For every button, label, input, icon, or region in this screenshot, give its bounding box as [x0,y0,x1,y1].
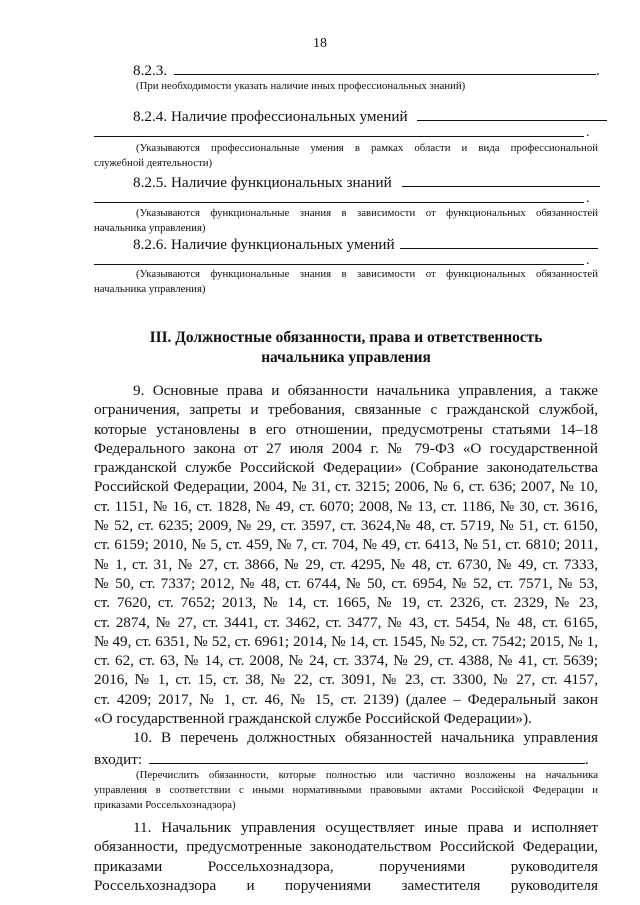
item-8-2-4-blank-line [94,136,584,137]
paragraph-11 [94,818,598,895]
section-title-line2: начальника управления [261,349,431,366]
paragraph-9-line: 9. Основные права и обязанности начальника управления, а также [133,382,598,399]
paragraph-9-line: «О государственной гражданской службе Российской Федерации»). [94,710,532,728]
paragraph-10-hint-line2: управления в соответствии с иными нормативными правовыми актами Российской Федерации и [94,784,598,796]
item-8-2-6 [94,234,598,254]
paragraph-9 [94,381,598,728]
document-page: 18 8.2.3. . (При необходимости указать наличие иных профессиональных знаний) 8.2.4. Наличие профессиональных умений . (Указываются профессиональные умения в рамках области и вида профессиональной служебной деятельности) 8.2.5. Наличие функциональных знаний . (Указываются функциональные знания в зависимости от функциональных обязанностей начальника управления) 8.2.6. Наличие функциональных умений . (Указываются функциональные знания в зависимости от функциональных обязанностей начальника управления) III. Должностные обязанности, права и ответственность начальника управления 9. Основные права и обязанности начальника управления, а также ограничения, запреты и требования, связанные с гражданской службой, которые установлены в его отношении, предусмотрены статьями 14–18 Федерального закона от 27 июля 2004 г. № 79-ФЗ «О государственной гражданской службе Российской Федерации» (Собрание законодательства Российской Федерации, 2004, № 31, ст. 3215; 2006, № 6, ст. 636; 2007, № 10, ст. 1151, № 16, ст. 1828, № 49, ст. 6070; 2008, № 13, ст. 1186, № 30, ст. 3616, № 52, ст. 6235; 2009, № 29, ст. 3597, ст. 3624,№ 48, ст. 5719, № 51, ст. 6150, ст. 6159; 2010, № 5, ст. 459, № 7, ст. 704, № 49, ст. 6413, № 51, ст. 6810; 2011, № 1, ст. 31, № 27, ст. 3866, № 29, ст. 4295, № 48, ст. 6730, № 49, ст. 7333, № 50, ст. 7337; 2012, № 48, ст. 6744, № 50, ст. 6954, № 52, ст. 7571, № 53, ст. 7620, ст. 7652; 2013, № 14, ст. 1665, № 19, ст. 2326, ст. 2329, № 23, ст. 2874, № 27, ст. 3441, ст. 3462, ст. 3477, № 43, ст. 5454, № 48, ст. 6165, № 49, ст. 6351, № 52, ст. 6961; 2014, № 14, ст. 1545, № 52, ст. 7542; 2015, № 1, ст. 62, ст. 63, № 14, ст. 2008, № 24, ст. 3374, № 29, ст. 4388, № 41, ст. 5639; 2016, № 1, ст. 15, ст. 38, № 22, ст. 3091, № 23, ст. 3300, № 27, ст. 4157, ст. 4209; 2017, № 1, ст. 46, № 15, ст. 2139) (далее – Федеральный закон «О государственной гражданской службе Российской Федерации»). 10. В перечень должностных обязанностей начальника управления входит: . (Перечислить обязанности, которые полностью или частично возложены на начальника управления в соответствии с иными нормативными правовыми актами Российской Федерации и приказами Россельхознадзора) 11. Начальник управления осуществляет иные права и исполняет обязанности, предусмотренные законодательством Российской Федерации, приказами Россельхознадзора, поручениями руководителя Россельхознадзора и поручениями заместителя руководителя [0,0,640,905]
page-number: 18 [313,36,327,51]
paragraph-10 [94,728,598,747]
section-title-line1: III. Должностные обязанности, права и ответственность [149,329,543,346]
paragraph-10-enters: входит: [94,751,143,768]
paragraph-11-line: Россельхознадзора и поручениями заместителя руководителя [94,876,598,894]
paragraph-11-line: 11. Начальник управления осуществляет иные права и исполняет [133,819,598,836]
paragraph-9-line: ст. 7620, ст. 7652; 2013, № 14, ст. 1665, № 19, ст. 2326, ст. 2329, № 23, [94,594,598,612]
item-8-2-4-blank [417,106,607,121]
paragraph-9-line: ст. 2874, № 27, ст. 3441, ст. 3462, ст. 3477, № 43, ст. 5454, № 48, ст. 6165, [94,613,598,631]
paragraph-11-line: приказами Россельхознадзора, поручениями руководителя [94,857,598,875]
item-8-2-3-blank [174,60,596,75]
item-8-2-4 [94,106,598,126]
paragraph-10-hint-line1: (Перечислить обязанности, которые полностью или частично возложены на начальника [136,769,598,781]
paragraph-10-hint-line3: приказами Россельхознадзора) [94,799,236,811]
paragraph-9-line: 2016, № 1, ст. 15, ст. 38, № 22, ст. 3091, № 23, ст. 3300, № 27, ст. 4157, [94,671,598,689]
item-8-2-5 [94,172,598,192]
paragraph-9-line: ст. 62, ст. 63, № 14, ст. 2008, № 24, ст. 3374, № 29, ст. 4388, № 41, ст. 5639; [94,652,598,670]
item-8-2-5-label: 8.2.5. Наличие функциональных знаний [133,174,392,191]
item-8-2-6-hint-line1: (Указываются функциональные знания в зависимости от функциональных обязанностей [136,268,598,280]
paragraph-9-line: ограничения, запреты и требования, связанные с гражданской службой, [94,401,598,419]
item-8-2-4-hint-line2: служебной деятельности) [94,157,213,169]
paragraph-9-line: № 50, ст. 7337; 2012, № 48, ст. 6744, № 50, ст. 6954, № 52, ст. 7571, № 53, [94,574,598,592]
paragraph-10-line1: 10. В перечень должностных обязанностей начальника управления [133,729,598,746]
item-8-2-6-blank-line [94,264,584,265]
item-8-2-6-hint-line2: начальника управления) [94,283,206,295]
paragraph-9-line: ст. 6159; 2010, № 5, ст. 459, № 7, ст. 704, № 49, ст. 6413, № 51, ст. 6810; 2011, [94,536,598,554]
paragraph-9-line: которые установлены в его отношении, предусмотрены статьями 14–18 [94,420,598,438]
item-8-2-5-hint-line1: (Указываются функциональные знания в зависимости от функциональных обязанностей [136,207,598,219]
paragraph-9-line: гражданской службе Российской Федерации» (Собрание законодательства [94,459,598,477]
item-8-2-5-blank [402,172,600,187]
section-heading [94,328,598,368]
paragraph-9-line: ст. 4209; 2017, № 1, ст. 46, № 15, ст. 2139) (далее – Федеральный закон [94,690,598,708]
item-8-2-3: 8.2.3. . [133,62,600,79]
paragraph-10-line2: входит: . [94,751,589,768]
paragraph-9-line: ст. 1151, № 16, ст. 1828, № 49, ст. 6070; 2008, № 13, ст. 1186, № 30, ст. 3616, [94,497,598,515]
item-8-2-6-label: 8.2.6. Наличие функциональных умений [133,236,395,253]
paragraph-9-line: Федерального закона от 27 июля 2004 г. № 79-ФЗ «О государственной [94,439,598,457]
paragraph-11-line: обязанности, предусмотренные законодательством Российской Федерации, [94,838,598,856]
item-8-2-3-hint: (При необходимости указать наличие иных профессиональных знаний) [136,80,466,92]
paragraph-9-line: Российской Федерации, 2004, № 31, ст. 3215; 2006, № 6, ст. 636; 2007, № 10, [94,478,598,496]
item-8-2-4-label: 8.2.4. Наличие профессиональных умений [133,108,408,125]
item-8-2-4-hint-line1: (Указываются профессиональные умения в рамках области и вида профессиональной [136,142,598,154]
paragraph-9-line: № 1, ст. 31, № 27, ст. 3866, № 29, ст. 4295, № 48, ст. 6730, № 49, ст. 7333, [94,555,598,573]
item-8-2-6-blank [400,234,598,249]
paragraph-9-line: № 52, ст. 6235; 2009, № 29, ст. 3597, ст. 3624,№ 48, ст. 5719, № 51, ст. 6150, [94,517,598,535]
item-8-2-5-hint-line2: начальника управления) [94,222,206,234]
item-8-2-3-number: 8.2.3. [133,62,168,79]
paragraph-9-line: № 49, ст. 6351, № 52, ст. 6961; 2014, № 14, ст. 1545, № 52, ст. 7542; 2015, № 1, [94,632,598,650]
paragraph-10-blank [149,749,585,764]
item-8-2-5-blank-line [94,202,584,203]
